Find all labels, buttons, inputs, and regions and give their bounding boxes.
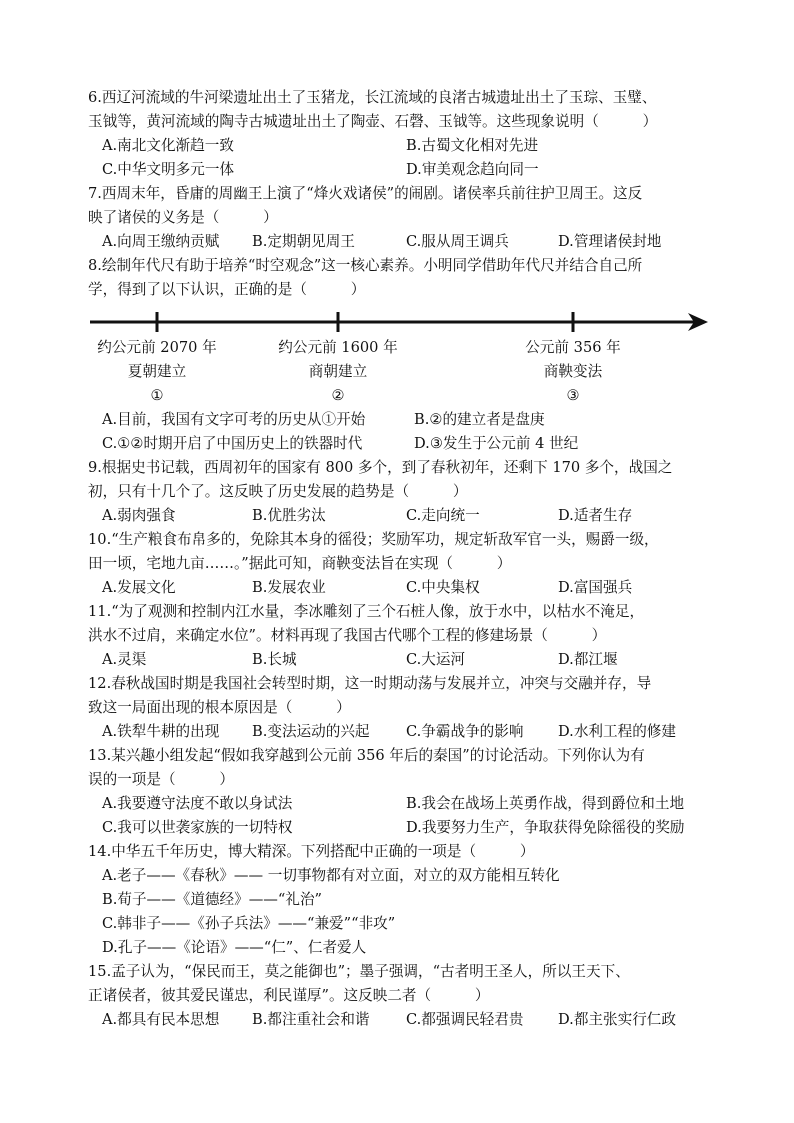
q15-stem-line-2: 正诸侯者，彼其爱民谨忠，利民谨厚”。这反映二者（ ）	[88, 987, 490, 1004]
q13-option-d[interactable]: D.我要努力生产，争取获得免除徭役的奖励	[406, 819, 685, 836]
q10-options-row-1	[102, 576, 742, 600]
dynasty-timeline	[88, 305, 718, 415]
timeline-date-1: 约公元前 2070 年	[97, 339, 217, 356]
q7-option-a[interactable]: A.向周王缴纳贡赋	[102, 233, 220, 250]
q12-option-b[interactable]: B.变法运动的兴起	[252, 723, 370, 740]
q11-option-a[interactable]: A.灵渠	[102, 651, 147, 668]
q15-option-a[interactable]: A.都具有民本思想	[102, 1011, 220, 1028]
q11-options-row-1	[102, 648, 742, 672]
timeline-event-3: 商鞅变法	[543, 363, 603, 380]
q13-stem-line-2: 误的一项是（ ）	[88, 771, 234, 788]
q10-option-c[interactable]: C.中央集权	[406, 579, 480, 596]
q9-option-a[interactable]: A.弱肉强食	[102, 507, 176, 524]
q6-option-a[interactable]: A.南北文化渐趋一致	[102, 137, 234, 154]
q7-option-b[interactable]: B.定期朝见周王	[252, 233, 355, 250]
q14-option-d-text[interactable]: D.孔子——《论语》——“仁”、仁者爱人	[102, 939, 367, 956]
q11-option-b[interactable]: B.长城	[252, 651, 297, 668]
q9-stem-line-1: 9.根据史书记载，西周初年的国家有 800 多个，到了春秋初年，还剩下 170 多个，战国之	[88, 459, 673, 476]
timeline-mark-1: ①	[150, 387, 164, 404]
q14-option-c	[102, 912, 742, 936]
q7-options-row-1	[102, 230, 742, 254]
timeline-mark-3: ③	[566, 387, 580, 404]
q12-option-d[interactable]: D.水利工程的修建	[558, 723, 676, 740]
q8-option-b[interactable]: B.②的建立者是盘庚	[414, 411, 545, 428]
q15-option-d[interactable]: D.都主张实行仁政	[558, 1011, 676, 1028]
q12-option-c[interactable]: C.争霸战争的影响	[406, 723, 524, 740]
q14-option-d	[102, 936, 742, 960]
timeline-event-1: 夏朝建立	[127, 363, 187, 380]
timeline-date-2: 约公元前 1600 年	[278, 339, 398, 356]
q9-option-b[interactable]: B.优胜劣汰	[252, 507, 326, 524]
q9-options-row-1	[102, 504, 742, 528]
q11-stem-line-1: 11.“为了观测和控制内江水量，李冰雕刻了三个石桩人像，放于水中，以枯水不淹足，	[88, 603, 645, 620]
q8-option-a[interactable]: A.目前，我国有文字可考的历史从①开始	[102, 411, 366, 428]
q12-option-a[interactable]: A.铁犁牛耕的出现	[102, 723, 220, 740]
q15-option-c[interactable]: C.都强调民轻君贵	[406, 1011, 524, 1028]
q10-stem-line-1: 10.“生产粮食布帛多的，免除其本身的徭役；奖励军功，规定斩敌军官一头，赐爵一级，	[88, 531, 659, 548]
q13-stem-line-1: 13.某兴趣小组发起“假如我穿越到公元前 356 年后的秦国”的讨论活动。下列你认为有	[88, 747, 645, 764]
q6-option-b[interactable]: B.古蜀文化相对先进	[406, 137, 539, 154]
q15-options-row-1	[102, 1008, 742, 1032]
q10-option-a[interactable]: A.发展文化	[102, 579, 176, 596]
q7-stem-line-1: 7.西周末年，昏庸的周幽王上演了“烽火戏诸侯”的闹剧。诸侯率兵前往护卫周王。这反	[88, 185, 643, 202]
q14-stem-line-1: 14.中华五千年历史，博大精深。下列搭配中正确的一项是（ ）	[88, 843, 535, 860]
q11-option-c[interactable]: C.大运河	[406, 651, 466, 668]
q8-option-c[interactable]: C.①②时期开启了中国历史上的铁器时代	[102, 435, 363, 452]
q12-stem-line-1: 12.春秋战国时期是我国社会转型时期，这一时期动荡与发展并立，冲突与交融并存，导	[88, 675, 652, 692]
q14-option-a-text[interactable]: A.老子——《春秋》—— 一切事物都有对立面，对立的双方能相互转化	[102, 867, 560, 884]
q13-option-b[interactable]: B.我会在战场上英勇作战，得到爵位和土地	[406, 795, 685, 812]
q10-stem-line-2: 田一顷，宅地九亩……。”据此可知，商鞅变法旨在实现（ ）	[88, 555, 512, 572]
q7-option-c[interactable]: C.服从周王调兵	[406, 233, 509, 250]
q9-option-c[interactable]: C.走向统一	[406, 507, 480, 524]
q7-stem-line-2: 映了诸侯的义务是（ ）	[88, 209, 278, 226]
q6-stem-line-2: 玉钺等，黄河流域的陶寺古城遗址出土了陶壶、石磬、玉钺等。这些现象说明（ ）	[88, 113, 658, 130]
q12-stem-line-2: 致这一局面出现的根本原因是（ ）	[88, 699, 351, 716]
q15-stem-line-1: 15.孟子认为，“保民而王，莫之能御也”；墨子强调，“古者明王圣人，所以王天下、	[88, 963, 630, 980]
q9-option-d[interactable]: D.适者生存	[558, 507, 633, 524]
q10-option-b[interactable]: B.发展农业	[252, 579, 326, 596]
q14-option-b	[102, 888, 742, 912]
q9-stem-line-2: 初，只有十几个了。这反映了历史发展的趋势是（ ）	[88, 483, 468, 500]
q6-option-d[interactable]: D.审美观念趋向同一	[406, 161, 539, 178]
q14-option-c-text[interactable]: C.韩非子——《孙子兵法》——“兼爱”“非攻”	[102, 915, 396, 932]
q8-options-row-2	[102, 432, 742, 456]
q8-option-d[interactable]: D.③发生于公元前 4 世纪	[414, 435, 579, 452]
q11-option-d[interactable]: D.都江堰	[558, 651, 618, 668]
q8-stem-line-1: 8.绘制年代尺有助于培养“时空观念”这一核心素养。小明同学借助年代尺并结合自己所	[88, 257, 643, 274]
q13-options-row-1	[102, 792, 742, 816]
q8-stem-line-2: 学，得到了以下认识，正确的是（ ）	[88, 281, 366, 298]
q10-option-d[interactable]: D.富国强兵	[558, 579, 633, 596]
q7-option-d[interactable]: D.管理诸侯封地	[558, 233, 662, 250]
q8-options-row-1	[102, 408, 742, 432]
q11-stem-line-2: 洪水不过肩，来确定水位”。材料再现了我国古代哪个工程的修建场景（ ）	[88, 627, 607, 644]
q14-option-a	[102, 864, 742, 888]
q6-stem-line-1: 6.西辽河流域的牛河梁遗址出土了玉猪龙，长江流域的良渚古城遗址出土了玉琮、玉璧、	[88, 89, 657, 106]
timeline-date-3: 公元前 356 年	[525, 339, 621, 356]
q14-option-b-text[interactable]: B.荀子——《道德经》——“礼治”	[102, 891, 323, 908]
timeline-mark-2: ②	[331, 387, 345, 404]
q12-options-row-1	[102, 720, 742, 744]
timeline-event-2: 商朝建立	[308, 363, 368, 380]
q6-options-row-1	[102, 134, 742, 158]
q15-option-b[interactable]: B.都注重社会和谐	[252, 1011, 370, 1028]
q13-option-a[interactable]: A.我要遵守法度不敢以身试法	[102, 795, 293, 812]
q13-options-row-2	[102, 816, 742, 840]
q6-option-c[interactable]: C.中华文明多元一体	[102, 161, 235, 178]
q6-options-row-2	[102, 158, 742, 182]
q13-option-c[interactable]: C.我可以世袭家族的一切特权	[102, 819, 293, 836]
